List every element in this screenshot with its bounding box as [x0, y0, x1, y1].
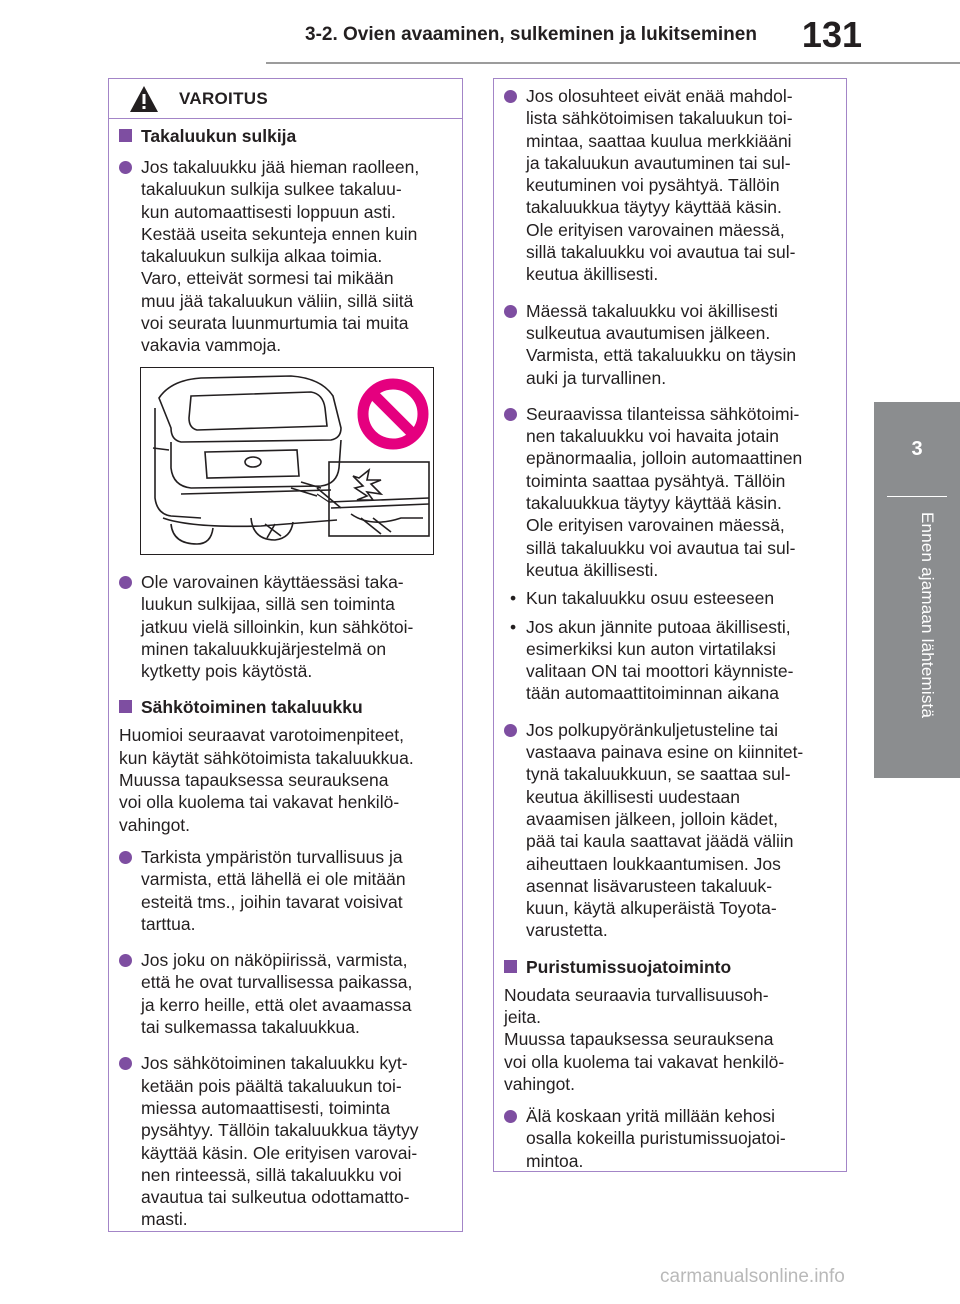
square-bullet-icon	[119, 700, 132, 713]
list-item	[119, 571, 452, 682]
list-item	[504, 719, 836, 942]
round-bullet-icon	[504, 408, 517, 421]
tailgate-illustration	[141, 368, 434, 555]
list-item	[119, 846, 452, 935]
chapter-number: 3	[911, 438, 923, 460]
heading-puristumissuojatoiminto	[504, 956, 836, 978]
warning-label: VAROITUS	[179, 89, 268, 108]
warning-triangle-icon	[129, 85, 159, 113]
list-item	[119, 156, 452, 357]
round-bullet-icon	[119, 851, 132, 864]
list-item	[504, 85, 836, 286]
bullet-text: Mäessä takaluukku voi äkillisesti sulkeutua avautumisen jälkeen. Varmista, että takaluukku on täysin auki ja turvallinen.	[526, 300, 797, 388]
round-bullet-icon	[504, 305, 517, 318]
bullet-text: Jos sähkötoiminen takaluukku kyt- ketään pois päältä takaluukun toi- miessa automaattisesti, toiminta pysähtyy. Tällöin takaluukkua täytyy käyttää käsin. Ole erityisen varovai- nen rinteessä, sillä takaluukku voi avautua tai sulkeutua odottamatto- masti.	[141, 1053, 419, 1230]
dot-marker: •	[510, 588, 517, 609]
round-bullet-icon	[119, 1057, 132, 1070]
sub-list-item	[504, 616, 836, 705]
bullet-text: Jos olosuhteet eivät enää mahdol- lista sähkötoimisen takaluukun toi- mintaa, saattaa kuulua merkkiääni ja takaluukun avautuminen tai sul- keutuminen voi pysähtyä. Tällöin takaluukkua täytyy käyttää käsin. Ole erityisen varovainen mäessä, sillä takaluukku voi avautua tai sul- keutua äkillisesti.	[526, 86, 796, 285]
round-bullet-icon	[504, 90, 517, 103]
round-bullet-icon	[119, 161, 132, 174]
warning-box-left	[108, 78, 463, 1232]
chapter-tab-divider	[887, 496, 947, 497]
watermark: carmanualsonline.info	[660, 1266, 845, 1287]
sub-list-text: Kun takaluukku osuu esteeseen	[526, 588, 775, 609]
dot-marker: •	[510, 616, 517, 637]
paragraph: Huomioi seuraavat varotoimenpiteet, kun käytät sähkötoimista takaluukkua. Muussa tapauksessa seurauksena voi olla kuolema tai vakavat henkilö- vahingot.	[119, 725, 414, 835]
closer-warning-illustration	[140, 367, 434, 555]
round-bullet-icon	[504, 724, 517, 737]
left-content-top	[119, 125, 452, 357]
list-item	[119, 949, 452, 1038]
bullet-text: Ole varovainen käyttäessäsi taka- luukun sulkijaa, sillä sen toiminta jatkuu vielä silloinkin, kun sähkötoi- minen takaluukkujärjestelmä on kytketty pois käytöstä.	[141, 572, 414, 682]
round-bullet-icon	[504, 1110, 517, 1123]
heading-takaluukun-sulkija	[119, 125, 452, 147]
section-title: 3-2. Ovien avaaminen, sulkeminen ja lukitseminen	[305, 24, 757, 45]
sub-list-text: Jos akun jännite putoaa äkillisesti, esimerkiksi kun auton virtatilaksi valitaan ON tai moottori käynniste- tään automaattitoiminnan aikana	[526, 616, 794, 704]
heading-text: Takaluukun sulkija	[141, 126, 297, 146]
chapter-tab	[874, 402, 960, 778]
bullet-text: Jos takaluukku jää hieman raolleen, takaluukun sulkija sulkee takaluu- kun automaattisesti loppuun asti. Kestää useita sekunteja ennen kuin takaluukun sulkija alkaa toimia. Varo, etteivät sormesi tai mikään muu jää takaluukun väliin, sillä siitä voi seurata luunmurtumia tai muita vakavia vammoja.	[141, 157, 420, 356]
bullet-text: Jos polkupyöränkuljetusteline tai vastaava painava esine on kiinnitet- tynä takaluukkuun, se saattaa sul- keutua äkillisesti uudestaan avaamisen jälkeen, jolloin kädet, pää tai kaula saattavat jäädä väliin aiheuttaen loukkaantumisen. Jos asennat lisävarusteen takaluuk- kuun, käytä alkuperäistä Toyota- varustetta.	[526, 719, 804, 941]
round-bullet-icon	[119, 576, 132, 589]
square-bullet-icon	[504, 960, 517, 973]
list-item	[504, 403, 836, 581]
warning-header	[109, 79, 462, 119]
list-item	[504, 1105, 836, 1172]
list-item	[504, 300, 836, 389]
header-divider	[266, 62, 960, 64]
sub-list-item	[504, 587, 836, 609]
round-bullet-icon	[119, 954, 132, 967]
prohibition-icon	[363, 384, 423, 444]
bullet-text: Jos joku on näköpiirissä, varmista, että he ovat turvallisessa paikassa, ja kerro heille, että olet avaamassa tai sulkemassa takaluukkua.	[141, 950, 413, 1038]
paragraph: Noudata seuraavia turvallisuusoh- jeita. Muussa tapauksessa seurauksena voi olla kuolema tai vakavat henkilö- vahingot.	[504, 984, 785, 1094]
page-number: 131	[801, 14, 862, 55]
chapter-title: Ennen ajamaan lähtemistä	[918, 512, 937, 719]
left-content-bottom	[119, 571, 452, 1231]
bullet-text: Älä koskaan yritä millään kehosi osalla kokeilla puristumissuojatoi- mintoa.	[526, 1106, 786, 1171]
square-bullet-icon	[119, 129, 132, 142]
bullet-text: Tarkista ympäristön turvallisuus ja varmista, että lähellä ei ole mitään esteitä tms., joihin tavarat voisivat tarttua.	[141, 846, 406, 934]
right-content	[504, 85, 836, 1172]
warning-box-right	[493, 78, 847, 1172]
heading-sahkotoiminen-takaluukku	[119, 696, 452, 718]
heading-text: Puristumissuojatoiminto	[526, 956, 732, 977]
heading-text: Sähkötoiminen takaluukku	[141, 697, 363, 718]
bullet-text: Seuraavissa tilanteissa sähkötoimi- nen takaluukku voi havaita jotain epänormaalia, jolloin automaattinen toiminta saattaa pysähtyä. Tällöin takaluukkua täytyy käyttää käsin. Ole erityisen varovainen mäessä, sillä takaluukku voi avautua tai sul- keutua äkillisesti.	[526, 403, 803, 580]
list-item	[119, 1052, 452, 1230]
